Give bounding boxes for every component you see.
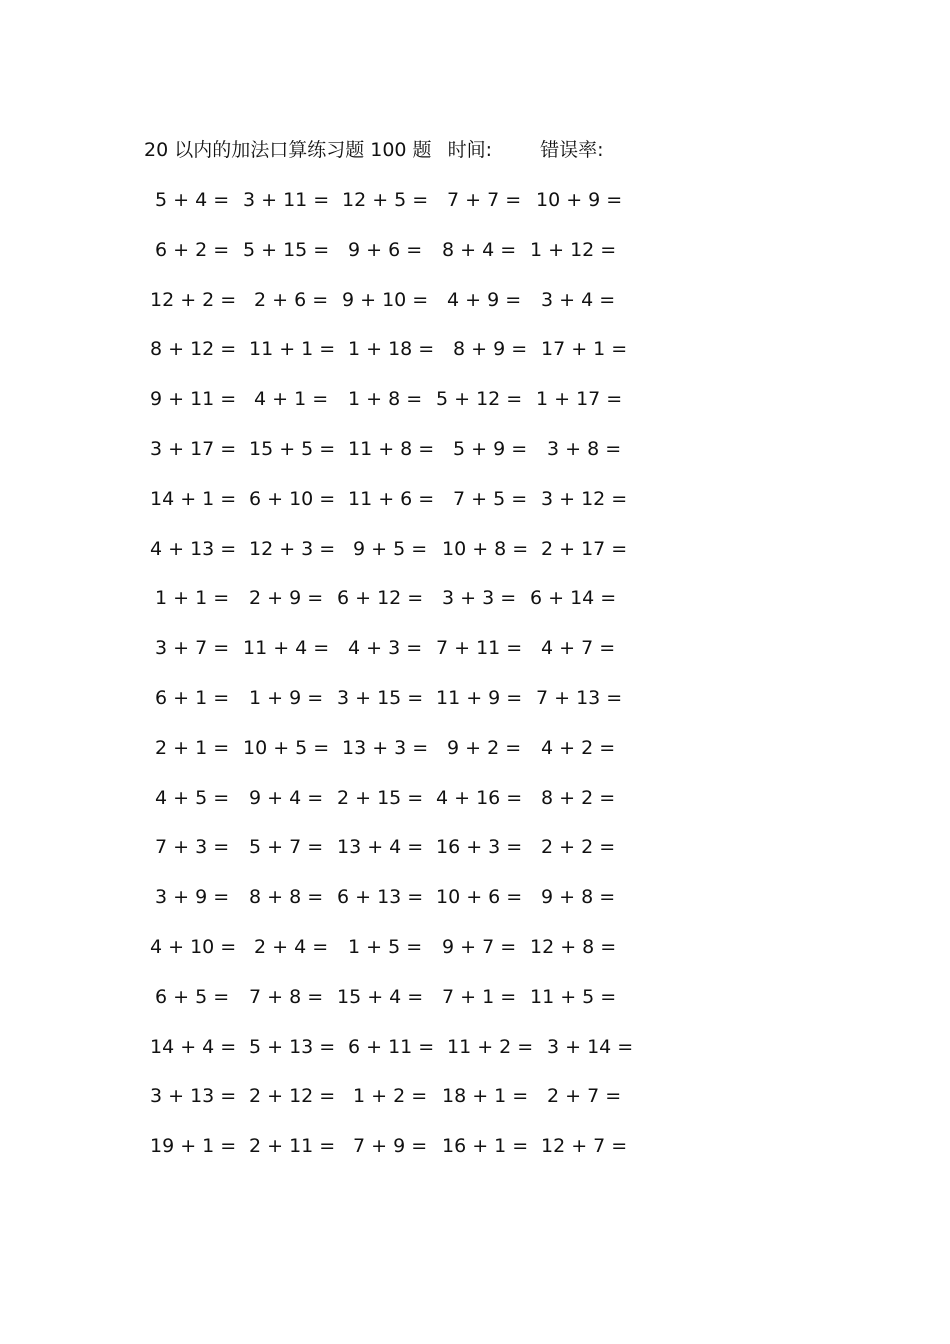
problem-row <box>0 434 950 464</box>
problem-item: 2 + 12 = <box>249 1085 336 1108</box>
problem-item: 8 + 9 = <box>453 338 528 361</box>
problem-item: 13 + 4 = <box>337 836 424 859</box>
problem-item: 11 + 4 = <box>243 637 330 660</box>
problem-row <box>0 1131 950 1161</box>
problem-item: 3 + 4 = <box>541 288 616 311</box>
problem-item: 5 + 15 = <box>243 238 330 261</box>
problem-row <box>0 235 950 265</box>
problem-item: 4 + 2 = <box>541 736 616 759</box>
problem-item: 2 + 1 = <box>155 736 230 759</box>
problem-item: 3 + 13 = <box>150 1085 237 1108</box>
problem-item: 12 + 3 = <box>249 537 336 560</box>
problem-item: 11 + 2 = <box>447 1035 534 1058</box>
problem-item: 3 + 12 = <box>541 487 628 510</box>
problem-item: 5 + 13 = <box>249 1035 336 1058</box>
problem-item: 10 + 5 = <box>243 736 330 759</box>
problem-item: 14 + 1 = <box>150 487 237 510</box>
problem-item: 4 + 16 = <box>436 786 523 809</box>
problem-item: 5 + 12 = <box>436 388 523 411</box>
problem-item: 2 + 11 = <box>249 1135 336 1158</box>
problem-item: 7 + 8 = <box>249 985 324 1008</box>
problem-item: 9 + 11 = <box>150 388 237 411</box>
problem-item: 5 + 4 = <box>155 189 230 211</box>
problem-item: 7 + 1 = <box>442 985 517 1008</box>
worksheet-title: 20 以内的加法口算练习题 100 题 <box>144 139 432 161</box>
problem-row <box>0 285 950 315</box>
problem-item: 6 + 10 = <box>249 487 336 510</box>
problem-item: 10 + 6 = <box>436 886 523 909</box>
problem-item: 3 + 7 = <box>155 637 230 660</box>
problem-item: 7 + 7 = <box>447 189 522 211</box>
problem-row <box>0 534 950 564</box>
problem-row <box>0 882 950 912</box>
problem-item: 1 + 18 = <box>348 338 435 361</box>
problem-item: 2 + 6 = <box>254 288 329 311</box>
problem-item: 4 + 9 = <box>447 288 522 311</box>
problem-item: 6 + 2 = <box>155 238 230 261</box>
problem-item: 19 + 1 = <box>150 1135 237 1158</box>
problem-item: 5 + 9 = <box>453 438 528 460</box>
problem-row <box>0 932 950 962</box>
problem-item: 3 + 3 = <box>442 587 517 610</box>
problem-item: 8 + 8 = <box>249 886 324 909</box>
problem-item: 17 + 1 = <box>541 338 628 361</box>
problem-item: 1 + 1 = <box>155 587 230 610</box>
problem-row <box>0 583 950 613</box>
problem-item: 9 + 8 = <box>541 886 616 909</box>
problem-item: 12 + 2 = <box>150 288 237 311</box>
problem-item: 6 + 1 = <box>155 687 230 709</box>
problem-item: 1 + 2 = <box>353 1085 428 1108</box>
problem-row <box>0 1081 950 1111</box>
problem-item: 7 + 11 = <box>436 637 523 660</box>
problem-item: 8 + 4 = <box>442 238 517 261</box>
problem-item: 6 + 13 = <box>337 886 424 909</box>
worksheet-header <box>144 137 603 163</box>
problem-item: 2 + 9 = <box>249 587 324 610</box>
problem-row <box>0 683 950 713</box>
problem-item: 3 + 11 = <box>243 189 330 211</box>
problem-item: 6 + 5 = <box>155 985 230 1008</box>
error-rate-label: 错误率: <box>540 139 604 161</box>
problem-row <box>0 484 950 514</box>
problem-row <box>0 832 950 862</box>
problem-item: 2 + 4 = <box>254 936 329 958</box>
problem-item: 4 + 13 = <box>150 537 237 560</box>
problem-item: 4 + 5 = <box>155 786 230 809</box>
problem-item: 1 + 9 = <box>249 687 324 709</box>
problem-item: 12 + 5 = <box>342 189 429 211</box>
problem-item: 9 + 5 = <box>353 537 428 560</box>
problem-item: 3 + 8 = <box>547 438 622 460</box>
problem-item: 8 + 12 = <box>150 338 237 361</box>
problem-item: 11 + 6 = <box>348 487 435 510</box>
problem-item: 13 + 3 = <box>342 736 429 759</box>
problem-item: 3 + 17 = <box>150 438 237 460</box>
problem-item: 12 + 8 = <box>530 936 617 958</box>
problem-item: 4 + 10 = <box>150 936 237 958</box>
problem-item: 4 + 1 = <box>254 388 329 411</box>
problem-item: 2 + 7 = <box>547 1085 622 1108</box>
problem-item: 10 + 9 = <box>536 189 623 211</box>
problem-item: 6 + 14 = <box>530 587 617 610</box>
problem-item: 11 + 5 = <box>530 985 617 1008</box>
problem-item: 9 + 6 = <box>348 238 423 261</box>
problem-item: 3 + 9 = <box>155 886 230 909</box>
problem-item: 2 + 15 = <box>337 786 424 809</box>
problem-item: 2 + 17 = <box>541 537 628 560</box>
problem-row <box>0 982 950 1012</box>
problem-row <box>0 334 950 364</box>
problem-item: 4 + 7 = <box>541 637 616 660</box>
problem-row <box>0 633 950 663</box>
problem-item: 6 + 12 = <box>337 587 424 610</box>
problem-item: 9 + 4 = <box>249 786 324 809</box>
problem-item: 12 + 7 = <box>541 1135 628 1158</box>
problem-row <box>0 783 950 813</box>
problem-item: 3 + 14 = <box>547 1035 634 1058</box>
problem-item: 7 + 3 = <box>155 836 230 859</box>
problem-item: 11 + 9 = <box>436 687 523 709</box>
problem-item: 1 + 8 = <box>348 388 423 411</box>
problem-item: 10 + 8 = <box>442 537 529 560</box>
problem-item: 1 + 12 = <box>530 238 617 261</box>
problem-item: 11 + 8 = <box>348 438 435 460</box>
problem-row <box>0 733 950 763</box>
problem-item: 6 + 11 = <box>348 1035 435 1058</box>
problem-item: 4 + 3 = <box>348 637 423 660</box>
problem-item: 9 + 7 = <box>442 936 517 958</box>
problem-item: 7 + 13 = <box>536 687 623 709</box>
problem-item: 1 + 17 = <box>536 388 623 411</box>
problem-item: 16 + 3 = <box>436 836 523 859</box>
problem-item: 9 + 10 = <box>342 288 429 311</box>
problem-item: 8 + 2 = <box>541 786 616 809</box>
problem-row <box>0 185 950 215</box>
problem-item: 1 + 5 = <box>348 936 423 958</box>
problem-item: 9 + 2 = <box>447 736 522 759</box>
problem-item: 14 + 4 = <box>150 1035 237 1058</box>
problem-item: 7 + 9 = <box>353 1135 428 1158</box>
problem-item: 11 + 1 = <box>249 338 336 361</box>
problem-item: 15 + 5 = <box>249 438 336 460</box>
problem-item: 7 + 5 = <box>453 487 528 510</box>
problem-grid <box>0 185 950 1175</box>
problem-row <box>0 384 950 414</box>
problem-item: 2 + 2 = <box>541 836 616 859</box>
problem-item: 3 + 15 = <box>337 687 424 709</box>
time-label: 时间: <box>447 139 493 161</box>
problem-item: 16 + 1 = <box>442 1135 529 1158</box>
problem-item: 18 + 1 = <box>442 1085 529 1108</box>
problem-item: 15 + 4 = <box>337 985 424 1008</box>
problem-row <box>0 1032 950 1062</box>
problem-item: 5 + 7 = <box>249 836 324 859</box>
